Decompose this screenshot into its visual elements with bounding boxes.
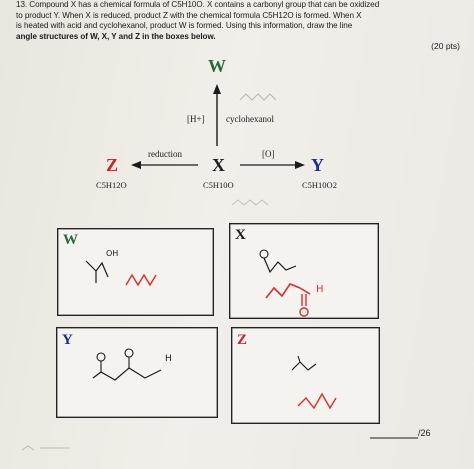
y-drawing (57, 328, 217, 417)
acid-reagent: [H+] (187, 114, 205, 124)
scheme-w-label: W (208, 56, 226, 76)
y-h-label: H (165, 354, 172, 364)
scheme-z-label: Z (106, 155, 119, 175)
y-formula: C5H10O2 (302, 180, 337, 190)
x-drawing (230, 224, 378, 318)
points-label: (20 pts) (431, 41, 460, 51)
answer-box-z[interactable] (231, 327, 380, 424)
corner-scribble (20, 438, 80, 458)
z-drawing (232, 328, 379, 423)
box-y-label: Y (62, 332, 73, 348)
box-w-label: W (63, 232, 78, 248)
w-drawing (58, 229, 213, 315)
x-formula: C5H10O (203, 180, 234, 190)
oxidation-label: [O] (262, 149, 275, 159)
x-h-label: H (316, 284, 324, 295)
score-label: /26 (418, 428, 431, 438)
question-line-4: angle structures of W, X, Y and Z in the boxes below. (16, 31, 216, 41)
answer-box-y[interactable] (56, 327, 218, 418)
z-formula: C5H12O (96, 180, 127, 190)
question-line-3: is heated with acid and cyclohexanol, product W is formed. Using this information, draw the line (16, 21, 353, 31)
box-x-label: X (235, 227, 246, 243)
box-z-label: Z (237, 332, 248, 348)
scheme-x-label: X (212, 155, 225, 175)
answer-box-w[interactable] (57, 228, 214, 316)
cyclohexanol-reagent: cyclohexanol (226, 114, 274, 124)
w-oh-label: OH (106, 249, 119, 258)
question-line-1: 13. Compound X has a chemical formula of C5H10O. X contains a carbonyl group that can be oxidized (16, 0, 380, 9)
answer-box-x[interactable] (229, 223, 379, 319)
question-line-2: to product Y. When X is reduced, product Z with the chemical formula C5H12O is formed. When X (16, 10, 362, 20)
scheme-y-label: Y (311, 155, 324, 175)
reduction-label: reduction (148, 149, 182, 159)
